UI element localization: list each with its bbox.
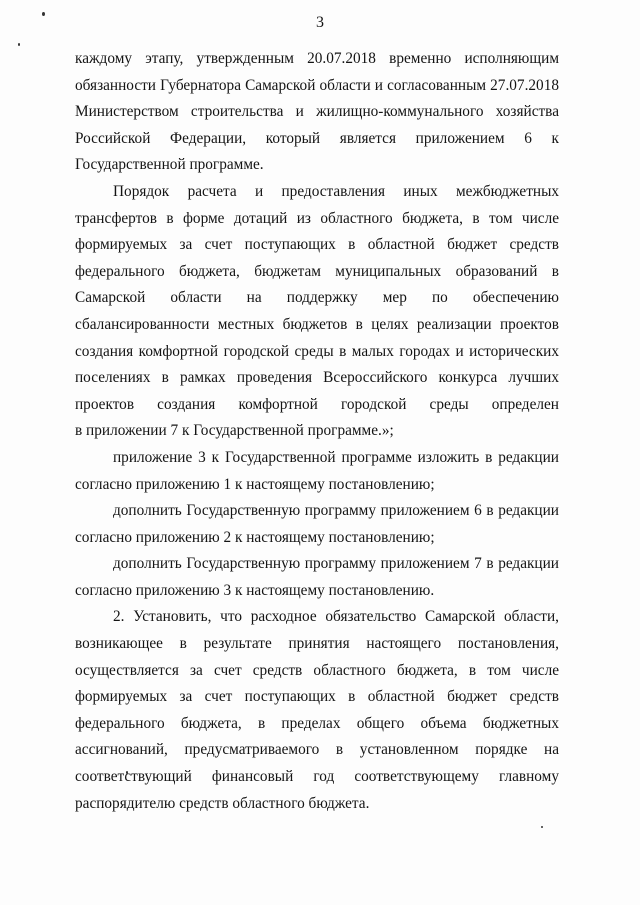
text-line: обязанности Губернатора Самарской области и согласованным 27.07.2018 bbox=[75, 76, 559, 94]
paragraph bbox=[75, 551, 559, 604]
paragraph bbox=[75, 604, 559, 817]
text-line: согласно приложению 1 к настоящему постановлению; bbox=[75, 475, 435, 493]
scan-speck bbox=[18, 43, 20, 46]
paragraph bbox=[75, 179, 559, 445]
text-line: дополнить Государственную программу приложением 7 в редакции bbox=[113, 555, 559, 573]
text-line: в приложении 7 к Государственной программе.»; bbox=[75, 422, 394, 440]
text-line: Российской Федерации, который является приложением 6 к bbox=[75, 129, 559, 147]
text-line: формируемых за счет поступающих в областной бюджет средств bbox=[75, 688, 559, 706]
text-line: федерального бюджета, бюджетам муниципальных образований в bbox=[75, 262, 559, 280]
text-line: ассигнований, предусматриваемого в установленном порядке на bbox=[75, 741, 559, 759]
text-line: создания комфортной городской среды в малых городах и исторических bbox=[75, 342, 559, 360]
paragraph bbox=[75, 46, 559, 179]
paragraph bbox=[75, 498, 559, 551]
text-line: каждому этапу, утвержденным 20.07.2018 временно исполняющим bbox=[75, 50, 559, 67]
text-line: трансфертов в форме дотаций из областного бюджета, в том числе bbox=[75, 209, 559, 227]
text-line: федерального бюджета, в пределах общего объема бюджетных bbox=[75, 714, 559, 732]
text-line: сбалансированности местных бюджетов в целях реализации проектов bbox=[75, 315, 559, 333]
text-line: осуществляется за счет средств областного бюджета, в том числе bbox=[75, 661, 559, 679]
text-line: Самарской области на поддержку мер по обеспечению bbox=[75, 289, 559, 307]
text-line: поселениях в рамках проведения Всероссийского конкурса лучших bbox=[75, 369, 559, 387]
text-line: соответствующий финансовый год соответствующему главному bbox=[75, 768, 559, 786]
text-line: распорядителю средств областного бюджета. bbox=[75, 794, 370, 812]
page-number: 3 bbox=[316, 14, 324, 31]
text-line: приложение 3 к Государственной программе изложить в редакции bbox=[113, 448, 559, 466]
text-line: проектов создания комфортной городской среды определен bbox=[75, 395, 559, 413]
paragraph bbox=[75, 445, 559, 498]
text-line: дополнить Государственную программу приложением 6 в редакции bbox=[113, 502, 559, 520]
document-body bbox=[75, 46, 559, 817]
text-line: Порядок расчета и предоставления иных межбюджетных bbox=[113, 182, 559, 200]
scan-speck bbox=[541, 826, 543, 828]
text-line: Министерством строительства и жилищно-коммунального хозяйства bbox=[75, 103, 559, 121]
text-line: формируемых за счет поступающих в областной бюджет средств bbox=[75, 236, 559, 254]
text-line: согласно приложению 2 к настоящему постановлению; bbox=[75, 528, 435, 546]
text-line: Государственной программе. bbox=[75, 156, 264, 174]
text-line: 2. Установить, что расходное обязательство Самарской области, bbox=[113, 608, 559, 626]
text-line: возникающее в результате принятия настоящего постановления, bbox=[75, 635, 559, 653]
text-line: согласно приложению 3 к настоящему постановлению. bbox=[75, 581, 435, 599]
